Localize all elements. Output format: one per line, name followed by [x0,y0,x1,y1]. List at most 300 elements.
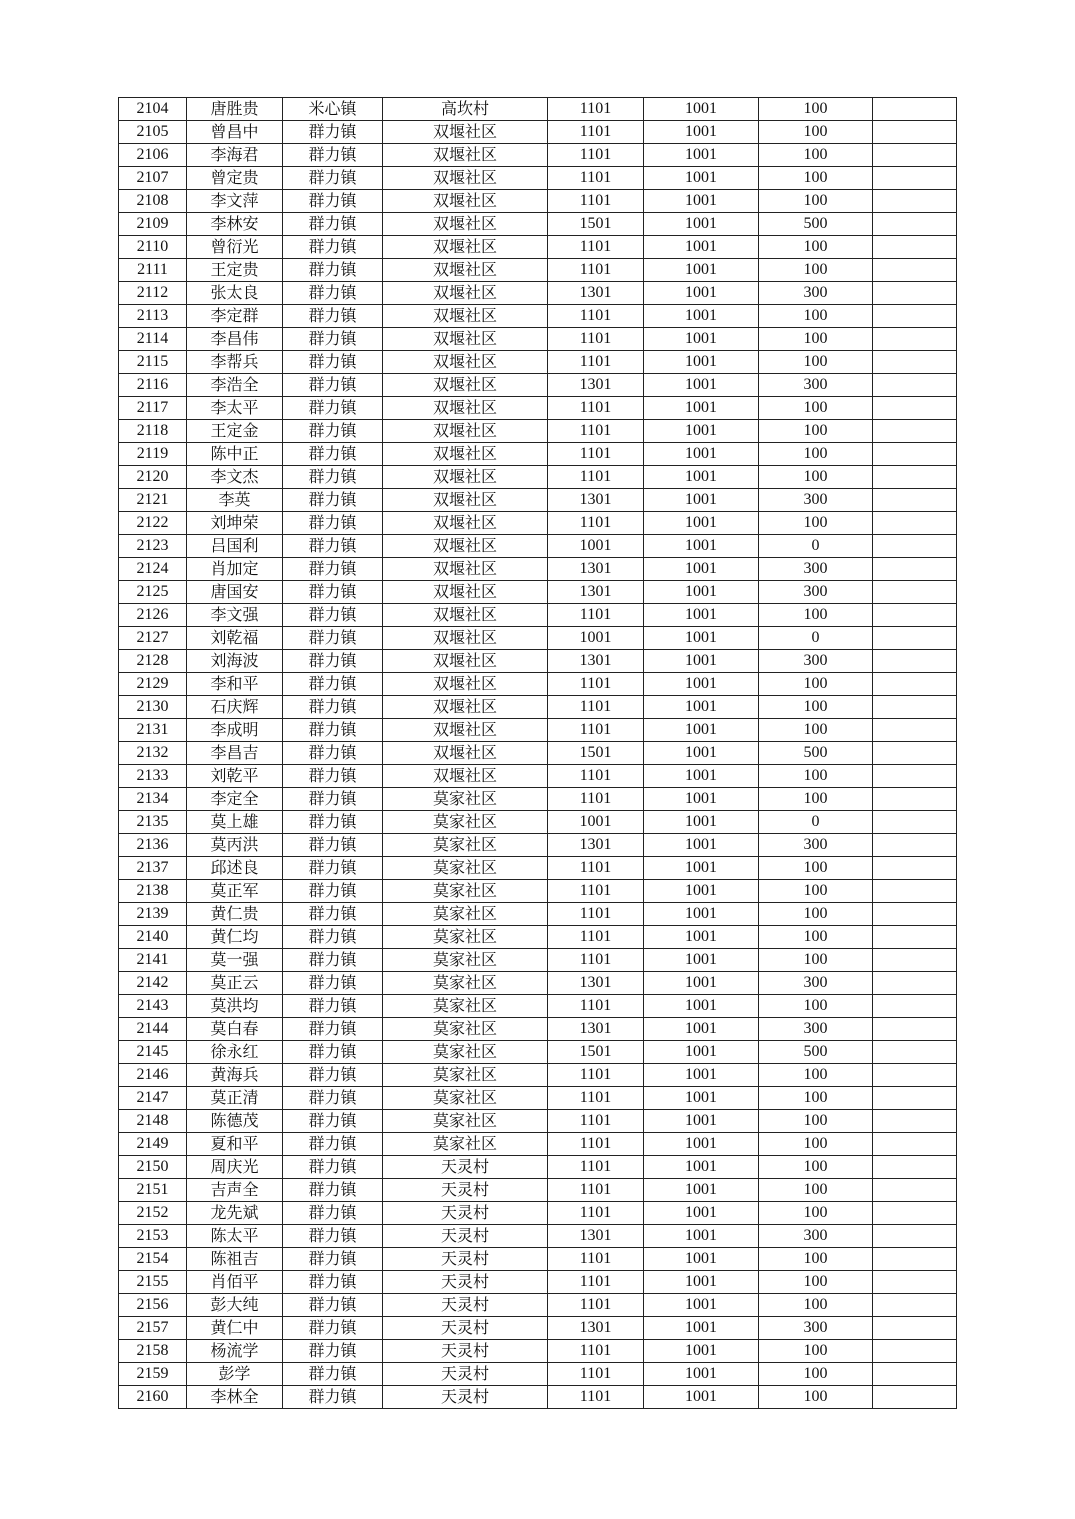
value-a-cell: 1001 [548,535,644,558]
row-number-cell: 2159 [119,1363,187,1386]
value-diff-cell: 100 [759,397,873,420]
row-number-cell: 2131 [119,719,187,742]
remark-cell [873,1087,957,1110]
row-number-cell: 2145 [119,1041,187,1064]
table-row [119,1386,957,1409]
person-name-cell: 李林安 [187,213,283,236]
value-b-cell: 1001 [644,282,759,305]
table-row [119,811,957,834]
town-cell: 群力镇 [283,397,383,420]
town-cell: 群力镇 [283,972,383,995]
remark-cell [873,259,957,282]
row-number-cell: 2153 [119,1225,187,1248]
community-cell: 双堰社区 [383,719,548,742]
community-cell: 莫家社区 [383,834,548,857]
town-cell: 群力镇 [283,305,383,328]
value-b-cell: 1001 [644,1271,759,1294]
value-a-cell: 1101 [548,1110,644,1133]
remark-cell [873,1317,957,1340]
person-name-cell: 莫上雄 [187,811,283,834]
town-cell: 群力镇 [283,857,383,880]
person-name-cell: 李浩全 [187,374,283,397]
person-name-cell: 李和平 [187,673,283,696]
value-a-cell: 1101 [548,351,644,374]
row-number-cell: 2136 [119,834,187,857]
table-row [119,190,957,213]
community-cell: 天灵村 [383,1248,548,1271]
value-b-cell: 1001 [644,259,759,282]
value-diff-cell: 0 [759,811,873,834]
person-name-cell: 曾定贵 [187,167,283,190]
value-diff-cell: 0 [759,627,873,650]
community-cell: 莫家社区 [383,1087,548,1110]
community-cell: 双堰社区 [383,397,548,420]
remark-cell [873,1064,957,1087]
value-a-cell: 1001 [548,811,644,834]
value-a-cell: 1101 [548,1202,644,1225]
remark-cell [873,627,957,650]
value-b-cell: 1001 [644,98,759,121]
person-name-cell: 莫正云 [187,972,283,995]
row-number-cell: 2120 [119,466,187,489]
value-diff-cell: 100 [759,328,873,351]
value-diff-cell: 100 [759,1248,873,1271]
community-cell: 天灵村 [383,1340,548,1363]
value-b-cell: 1001 [644,351,759,374]
person-name-cell: 莫丙洪 [187,834,283,857]
community-cell: 莫家社区 [383,926,548,949]
value-diff-cell: 100 [759,236,873,259]
value-a-cell: 1501 [548,213,644,236]
value-b-cell: 1001 [644,1248,759,1271]
person-name-cell: 肖加定 [187,558,283,581]
value-b-cell: 1001 [644,1225,759,1248]
row-number-cell: 2123 [119,535,187,558]
town-cell: 群力镇 [283,420,383,443]
person-name-cell: 李文萍 [187,190,283,213]
value-diff-cell: 100 [759,604,873,627]
person-name-cell: 莫一强 [187,949,283,972]
remark-cell [873,489,957,512]
person-name-cell: 陈中正 [187,443,283,466]
value-a-cell: 1101 [548,1156,644,1179]
value-diff-cell: 500 [759,213,873,236]
value-b-cell: 1001 [644,581,759,604]
table-row [119,1225,957,1248]
value-a-cell: 1101 [548,1294,644,1317]
value-a-cell: 1101 [548,167,644,190]
row-number-cell: 2106 [119,144,187,167]
remark-cell [873,880,957,903]
table-row [119,604,957,627]
community-cell: 双堰社区 [383,420,548,443]
value-a-cell: 1101 [548,1271,644,1294]
value-b-cell: 1001 [644,466,759,489]
community-cell: 天灵村 [383,1363,548,1386]
value-diff-cell: 100 [759,1110,873,1133]
value-a-cell: 1001 [548,627,644,650]
person-name-cell: 曾昌中 [187,121,283,144]
person-name-cell: 李定全 [187,788,283,811]
town-cell: 群力镇 [283,1156,383,1179]
town-cell: 群力镇 [283,1202,383,1225]
row-number-cell: 2146 [119,1064,187,1087]
remark-cell [873,305,957,328]
community-cell: 天灵村 [383,1202,548,1225]
value-diff-cell: 100 [759,144,873,167]
row-number-cell: 2104 [119,98,187,121]
row-number-cell: 2149 [119,1133,187,1156]
community-cell: 天灵村 [383,1294,548,1317]
table-row [119,236,957,259]
value-b-cell: 1001 [644,903,759,926]
person-name-cell: 李定群 [187,305,283,328]
value-diff-cell: 100 [759,1363,873,1386]
value-a-cell: 1101 [548,673,644,696]
value-diff-cell: 100 [759,305,873,328]
remark-cell [873,995,957,1018]
table-row [119,719,957,742]
remark-cell [873,811,957,834]
row-number-cell: 2141 [119,949,187,972]
town-cell: 群力镇 [283,604,383,627]
town-cell: 群力镇 [283,903,383,926]
remark-cell [873,1041,957,1064]
value-diff-cell: 100 [759,857,873,880]
person-name-cell: 王定金 [187,420,283,443]
community-cell: 双堰社区 [383,213,548,236]
table-row [119,466,957,489]
person-name-cell: 夏和平 [187,1133,283,1156]
value-a-cell: 1101 [548,305,644,328]
town-cell: 群力镇 [283,765,383,788]
person-name-cell: 吉声全 [187,1179,283,1202]
value-b-cell: 1001 [644,1156,759,1179]
value-b-cell: 1001 [644,558,759,581]
value-diff-cell: 100 [759,788,873,811]
community-cell: 双堰社区 [383,627,548,650]
town-cell: 群力镇 [283,926,383,949]
table-row [119,558,957,581]
person-name-cell: 龙先斌 [187,1202,283,1225]
table-row [119,374,957,397]
town-cell: 群力镇 [283,811,383,834]
table-row [119,1064,957,1087]
value-diff-cell: 100 [759,949,873,972]
person-name-cell: 黄仁贵 [187,903,283,926]
remark-cell [873,650,957,673]
row-number-cell: 2132 [119,742,187,765]
table-row [119,742,957,765]
row-number-cell: 2152 [119,1202,187,1225]
row-number-cell: 2115 [119,351,187,374]
value-a-cell: 1101 [548,1087,644,1110]
row-number-cell: 2116 [119,374,187,397]
person-name-cell: 肖佰平 [187,1271,283,1294]
value-a-cell: 1101 [548,512,644,535]
table-row [119,1248,957,1271]
remark-cell [873,1110,957,1133]
value-diff-cell: 100 [759,1340,873,1363]
table-row [119,880,957,903]
town-cell: 群力镇 [283,1087,383,1110]
town-cell: 群力镇 [283,1225,383,1248]
value-diff-cell: 100 [759,673,873,696]
community-cell: 莫家社区 [383,857,548,880]
remark-cell [873,581,957,604]
remark-cell [873,351,957,374]
remark-cell [873,1340,957,1363]
person-name-cell: 李昌吉 [187,742,283,765]
town-cell: 群力镇 [283,1110,383,1133]
value-b-cell: 1001 [644,1317,759,1340]
value-b-cell: 1001 [644,397,759,420]
value-b-cell: 1001 [644,604,759,627]
community-cell: 双堰社区 [383,121,548,144]
table-row [119,1340,957,1363]
value-b-cell: 1001 [644,167,759,190]
community-cell: 天灵村 [383,1179,548,1202]
value-diff-cell: 100 [759,190,873,213]
table-row [119,1294,957,1317]
row-number-cell: 2126 [119,604,187,627]
value-diff-cell: 300 [759,581,873,604]
row-number-cell: 2158 [119,1340,187,1363]
value-diff-cell: 100 [759,1271,873,1294]
value-a-cell: 1101 [548,1064,644,1087]
table-row [119,926,957,949]
value-diff-cell: 100 [759,443,873,466]
value-b-cell: 1001 [644,1087,759,1110]
value-a-cell: 1101 [548,98,644,121]
value-a-cell: 1301 [548,374,644,397]
value-b-cell: 1001 [644,121,759,144]
remark-cell [873,972,957,995]
remark-cell [873,834,957,857]
town-cell: 群力镇 [283,1271,383,1294]
value-diff-cell: 100 [759,1179,873,1202]
table-row [119,1133,957,1156]
person-name-cell: 曾衍光 [187,236,283,259]
person-name-cell: 李海君 [187,144,283,167]
value-b-cell: 1001 [644,443,759,466]
value-a-cell: 1301 [548,1225,644,1248]
table-row [119,328,957,351]
value-a-cell: 1101 [548,328,644,351]
value-b-cell: 1001 [644,1018,759,1041]
value-a-cell: 1501 [548,1041,644,1064]
value-b-cell: 1001 [644,236,759,259]
row-number-cell: 2142 [119,972,187,995]
table-row [119,903,957,926]
community-cell: 莫家社区 [383,811,548,834]
town-cell: 群力镇 [283,282,383,305]
person-name-cell: 李文强 [187,604,283,627]
value-diff-cell: 300 [759,489,873,512]
community-cell: 双堰社区 [383,604,548,627]
value-b-cell: 1001 [644,1179,759,1202]
value-diff-cell: 100 [759,719,873,742]
community-cell: 莫家社区 [383,1133,548,1156]
table-row [119,673,957,696]
person-name-cell: 陈太平 [187,1225,283,1248]
remark-cell [873,558,957,581]
value-a-cell: 1101 [548,190,644,213]
table-row [119,443,957,466]
row-number-cell: 2121 [119,489,187,512]
value-diff-cell: 100 [759,1133,873,1156]
value-a-cell: 1301 [548,282,644,305]
remark-cell [873,397,957,420]
town-cell: 群力镇 [283,1248,383,1271]
community-cell: 双堰社区 [383,512,548,535]
person-name-cell: 陈祖吉 [187,1248,283,1271]
community-cell: 天灵村 [383,1386,548,1409]
value-a-cell: 1101 [548,765,644,788]
town-cell: 群力镇 [283,213,383,236]
community-cell: 双堰社区 [383,190,548,213]
remark-cell [873,1294,957,1317]
person-name-cell: 莫正军 [187,880,283,903]
value-a-cell: 1101 [548,1340,644,1363]
value-b-cell: 1001 [644,512,759,535]
table-row [119,627,957,650]
row-number-cell: 2125 [119,581,187,604]
value-b-cell: 1001 [644,213,759,236]
table-row [119,650,957,673]
community-cell: 天灵村 [383,1271,548,1294]
value-b-cell: 1001 [644,144,759,167]
value-diff-cell: 100 [759,1156,873,1179]
row-number-cell: 2144 [119,1018,187,1041]
value-b-cell: 1001 [644,1133,759,1156]
person-name-cell: 周庆光 [187,1156,283,1179]
row-number-cell: 2143 [119,995,187,1018]
remark-cell [873,374,957,397]
town-cell: 群力镇 [283,236,383,259]
table-row [119,1110,957,1133]
value-diff-cell: 100 [759,512,873,535]
town-cell: 群力镇 [283,673,383,696]
person-name-cell: 李帮兵 [187,351,283,374]
value-b-cell: 1001 [644,535,759,558]
community-cell: 莫家社区 [383,1018,548,1041]
remark-cell [873,949,957,972]
row-number-cell: 2138 [119,880,187,903]
person-name-cell: 李昌伟 [187,328,283,351]
value-b-cell: 1001 [644,765,759,788]
value-b-cell: 1001 [644,742,759,765]
town-cell: 群力镇 [283,167,383,190]
value-diff-cell: 300 [759,1018,873,1041]
remark-cell [873,788,957,811]
value-diff-cell: 300 [759,374,873,397]
town-cell: 群力镇 [283,581,383,604]
value-a-cell: 1301 [548,650,644,673]
town-cell: 群力镇 [283,719,383,742]
town-cell: 群力镇 [283,1179,383,1202]
person-name-cell: 李太平 [187,397,283,420]
community-cell: 天灵村 [383,1317,548,1340]
table-row [119,1087,957,1110]
remark-cell [873,328,957,351]
value-a-cell: 1301 [548,558,644,581]
value-diff-cell: 100 [759,903,873,926]
remark-cell [873,121,957,144]
value-a-cell: 1101 [548,121,644,144]
row-number-cell: 2110 [119,236,187,259]
value-a-cell: 1301 [548,489,644,512]
town-cell: 群力镇 [283,443,383,466]
remark-cell [873,167,957,190]
person-name-cell: 黄海兵 [187,1064,283,1087]
row-number-cell: 2117 [119,397,187,420]
remark-cell [873,213,957,236]
town-cell: 群力镇 [283,627,383,650]
town-cell: 群力镇 [283,328,383,351]
row-number-cell: 2156 [119,1294,187,1317]
table-row [119,213,957,236]
table-row [119,98,957,121]
community-cell: 双堰社区 [383,374,548,397]
community-cell: 双堰社区 [383,696,548,719]
town-cell: 群力镇 [283,144,383,167]
table-row [119,1156,957,1179]
remark-cell [873,1156,957,1179]
remark-cell [873,926,957,949]
remark-cell [873,1202,957,1225]
value-diff-cell: 300 [759,1225,873,1248]
value-b-cell: 1001 [644,673,759,696]
value-a-cell: 1101 [548,397,644,420]
community-cell: 莫家社区 [383,903,548,926]
row-number-cell: 2128 [119,650,187,673]
remark-cell [873,1179,957,1202]
person-name-cell: 邱述良 [187,857,283,880]
row-number-cell: 2151 [119,1179,187,1202]
row-number-cell: 2130 [119,696,187,719]
town-cell: 群力镇 [283,1363,383,1386]
remark-cell [873,1133,957,1156]
row-number-cell: 2111 [119,259,187,282]
value-diff-cell: 300 [759,650,873,673]
remark-cell [873,190,957,213]
value-b-cell: 1001 [644,1340,759,1363]
remark-cell [873,443,957,466]
value-a-cell: 1101 [548,880,644,903]
value-a-cell: 1101 [548,719,644,742]
row-number-cell: 2137 [119,857,187,880]
town-cell: 群力镇 [283,696,383,719]
community-cell: 双堰社区 [383,259,548,282]
table-row [119,1202,957,1225]
community-cell: 双堰社区 [383,328,548,351]
community-cell: 双堰社区 [383,443,548,466]
person-name-cell: 李英 [187,489,283,512]
value-diff-cell: 300 [759,1317,873,1340]
value-diff-cell: 100 [759,696,873,719]
remark-cell [873,857,957,880]
value-a-cell: 1101 [548,949,644,972]
row-number-cell: 2154 [119,1248,187,1271]
row-number-cell: 2119 [119,443,187,466]
value-diff-cell: 300 [759,282,873,305]
value-diff-cell: 100 [759,1294,873,1317]
value-diff-cell: 300 [759,558,873,581]
table-row [119,167,957,190]
roster-table [118,97,957,1409]
community-cell: 双堰社区 [383,558,548,581]
